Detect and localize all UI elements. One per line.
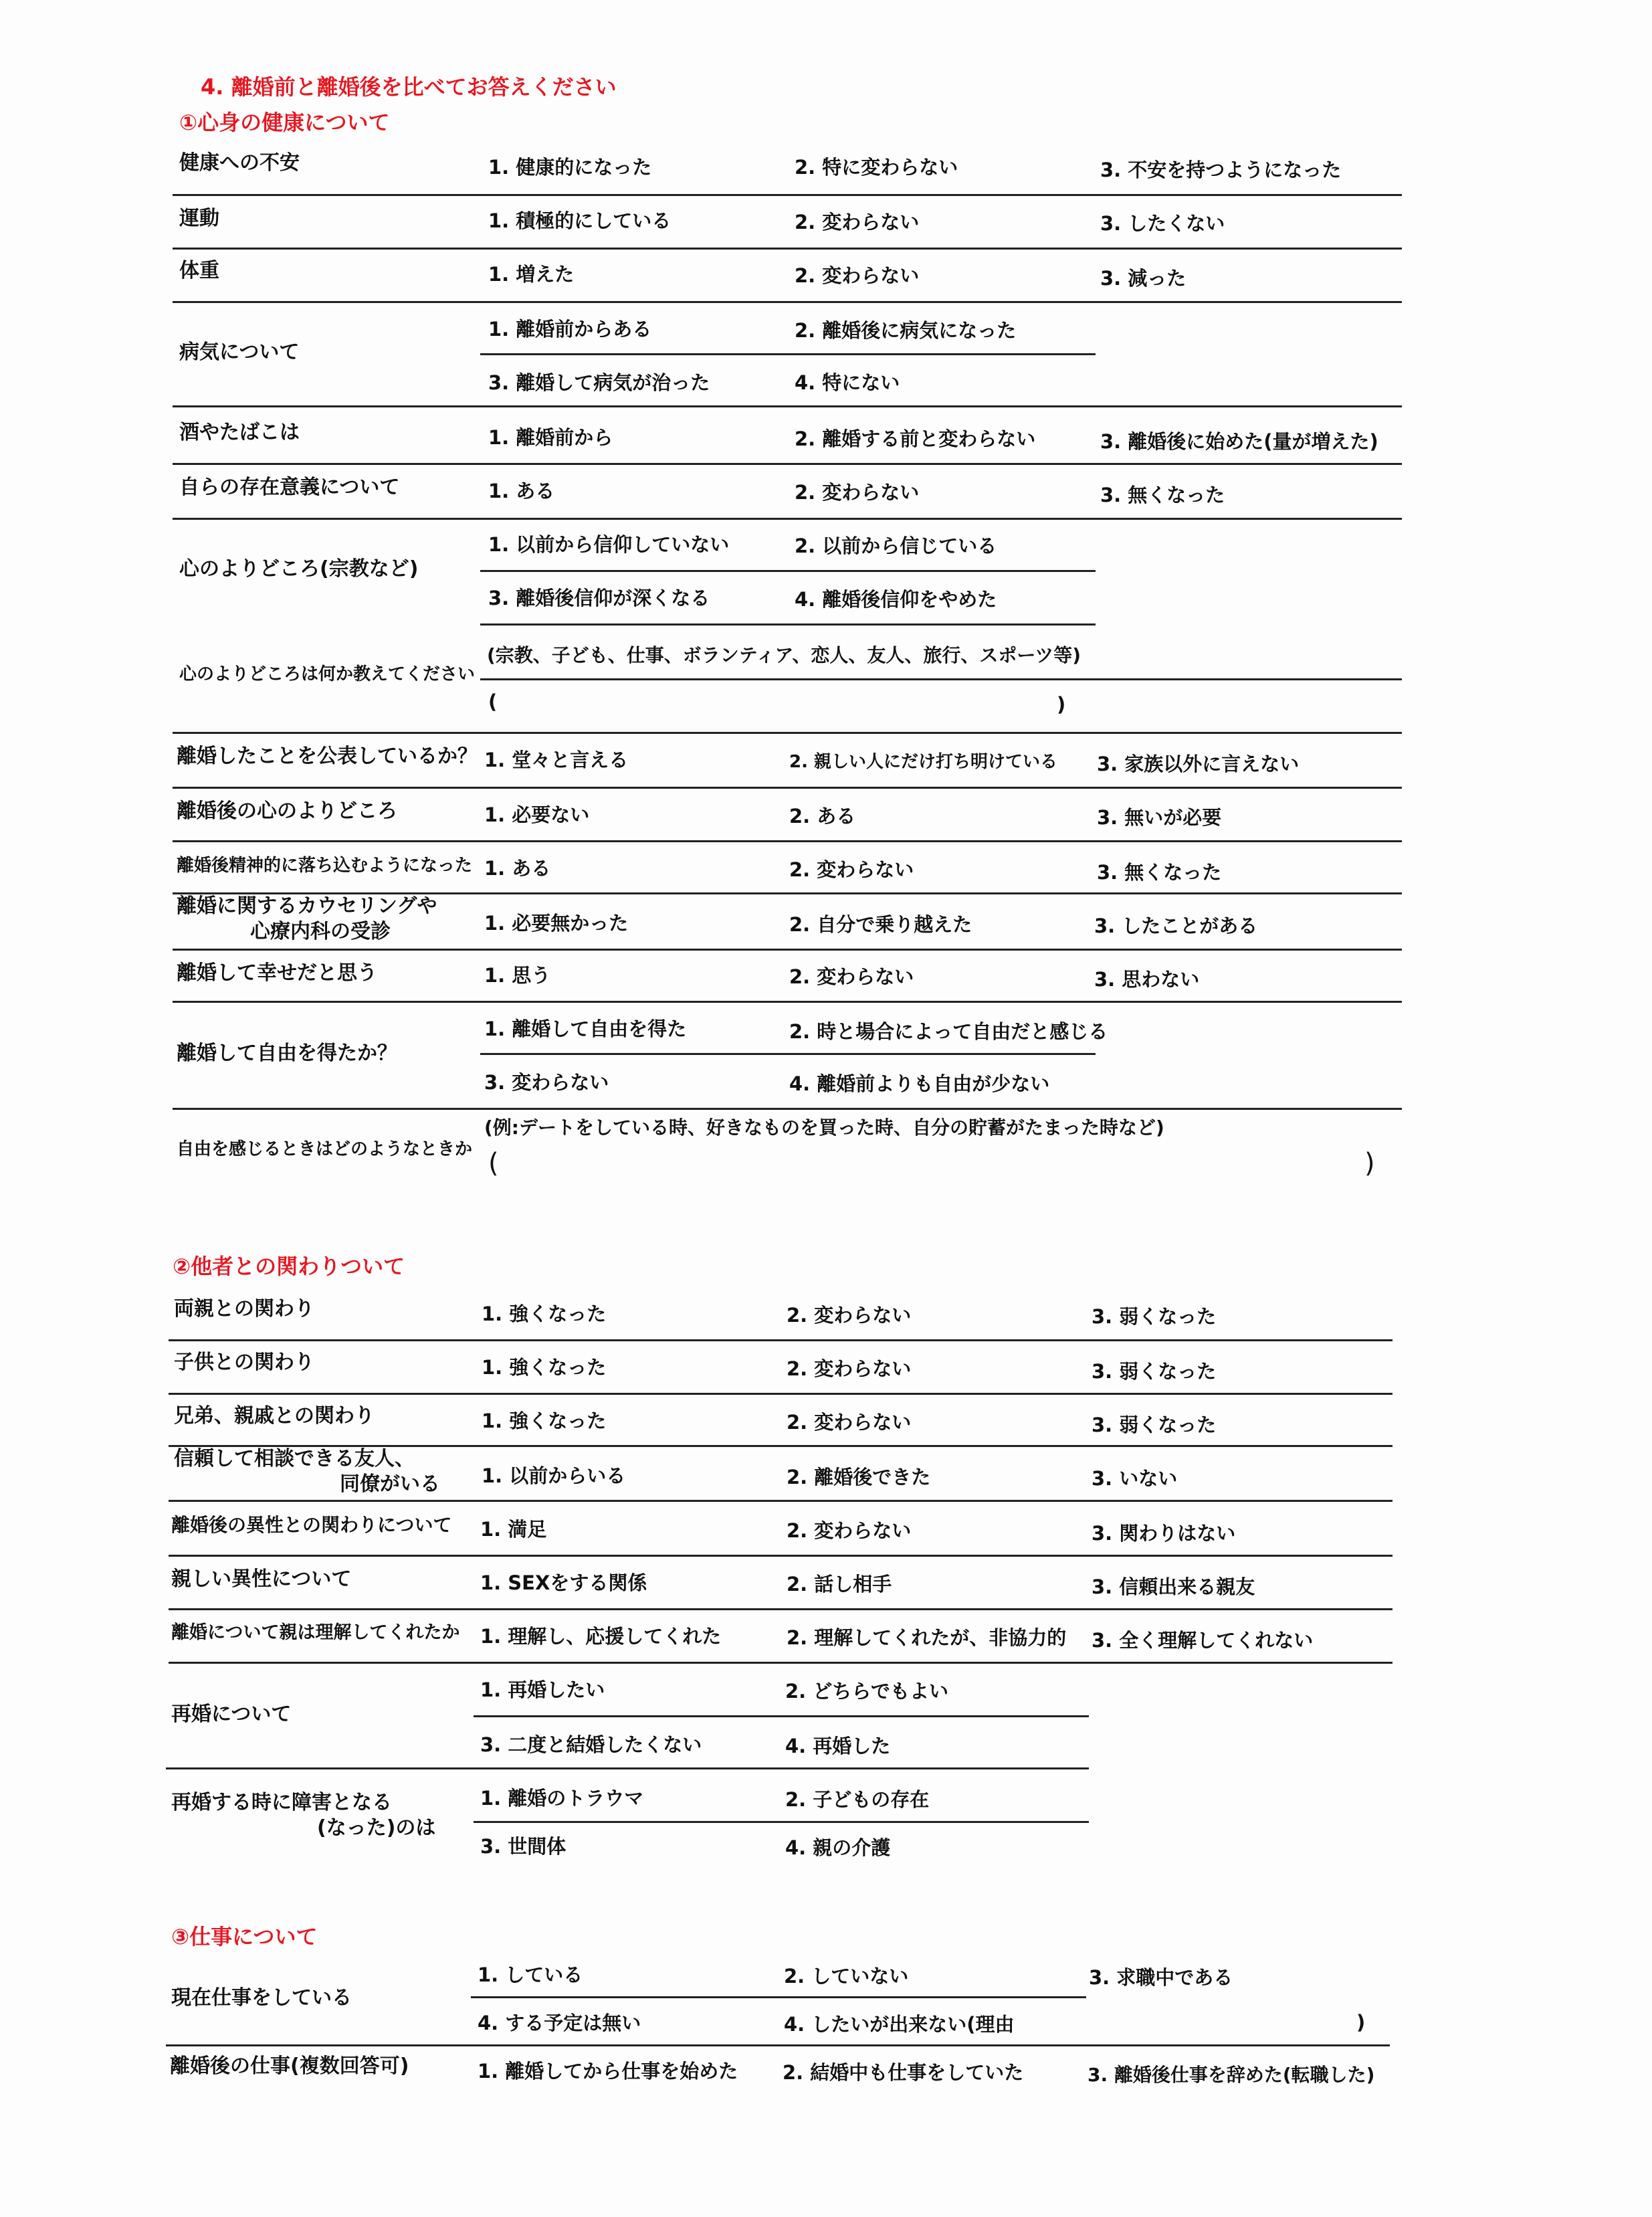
option[interactable]: 4. 離婚後信仰をやめた: [795, 588, 997, 611]
divider: [474, 1715, 1089, 1717]
label-post-divorce-work: 離婚後の仕事(複数回答可): [170, 2054, 409, 2078]
option[interactable]: 2. 変わらない: [795, 264, 920, 287]
option[interactable]: 2. 話し相手: [787, 1573, 892, 1596]
open-paren: (: [488, 690, 498, 713]
option[interactable]: 1. 必要ない: [484, 803, 590, 826]
option[interactable]: 3. 弱くなった: [1092, 1305, 1217, 1328]
option[interactable]: 3. 思わない: [1094, 968, 1200, 991]
label-line: 信頼して相談できる友人、: [174, 1447, 415, 1470]
divider: [173, 405, 1402, 407]
label-children: 子供との関わり: [174, 1351, 314, 1374]
option[interactable]: 2. どちらでもよい: [785, 1680, 949, 1703]
divider: [169, 1608, 1392, 1610]
divider: [173, 248, 1402, 250]
label-remarriage: 再婚について: [171, 1703, 292, 1726]
option[interactable]: 3. 離婚後に始めた(量が増えた): [1100, 430, 1378, 453]
close-paren: ): [1356, 2011, 1366, 2034]
option[interactable]: 4. 特にない: [795, 371, 900, 394]
option[interactable]: 2. 親しい人にだけ打ち明けている: [789, 752, 1058, 772]
option[interactable]: 3. したくない: [1100, 212, 1225, 235]
label-support-what: 心のよりどころは何か教えてください: [179, 664, 476, 684]
option[interactable]: 2. 離婚後に病気になった: [795, 319, 1017, 342]
option[interactable]: 3. 二度と結婚したくない: [480, 1733, 702, 1756]
option[interactable]: 3. 減った: [1100, 267, 1186, 290]
open-paren: (: [488, 1148, 499, 1179]
divider: [173, 1108, 1402, 1110]
option[interactable]: 1. 強くなった: [482, 1410, 607, 1432]
option[interactable]: 2. ある: [789, 805, 856, 828]
option[interactable]: 4. したいが出来ない(理由: [784, 2013, 1015, 2036]
label-line: 再婚する時に障害となる: [171, 1791, 392, 1814]
option[interactable]: 3. 家族以外に言えない: [1097, 753, 1300, 775]
divider: [169, 1500, 1392, 1502]
option[interactable]: 1. 理解し、応援してくれた: [480, 1625, 722, 1648]
option[interactable]: 2. 離婚する前と変わらない: [795, 427, 1036, 450]
option[interactable]: 1. している: [478, 1963, 583, 1986]
hint-text: (例:デートをしている時、好きなものを買った時、自分の貯蓄がたまった時など): [484, 1117, 1164, 1139]
divider: [173, 732, 1402, 734]
divider: [173, 949, 1402, 951]
divider: [173, 518, 1402, 520]
hint-text: (宗教、子ども、仕事、ボランティア、恋人、友人、旅行、スポーツ等): [487, 644, 1081, 666]
label-post-divorce-support: 離婚後の心のよりどころ: [177, 799, 397, 823]
option[interactable]: 2. 変わらない: [795, 481, 920, 504]
divider: [173, 194, 1402, 196]
divider: [173, 463, 1402, 465]
label-weight: 体重: [179, 259, 219, 282]
label-illness: 病気について: [179, 341, 300, 364]
option[interactable]: 1. 積極的にしている: [488, 209, 672, 232]
option[interactable]: 1. 以前から信仰していない: [488, 533, 730, 556]
option[interactable]: 3. 全く理解してくれない: [1092, 1629, 1314, 1652]
option[interactable]: 3. 不安を持つようになった: [1100, 159, 1342, 181]
option[interactable]: 2. 理解してくれたが、非協力的: [787, 1626, 1067, 1649]
option[interactable]: 3. 関わりはない: [1092, 1522, 1236, 1545]
option[interactable]: 2. 子どもの存在: [785, 1788, 930, 1811]
label-trusted-friends: [174, 1446, 440, 1497]
option[interactable]: 2. 変わらない: [795, 211, 920, 233]
option[interactable]: 1. 再婚したい: [480, 1678, 605, 1701]
section-heading-work: ③仕事について: [171, 1924, 318, 1949]
option[interactable]: 3. 弱くなった: [1092, 1360, 1217, 1383]
option[interactable]: 2. 変わらない: [789, 858, 914, 881]
label-spiritual-support: 心のよりどころ(宗教など): [179, 557, 419, 581]
option[interactable]: 2. 結婚中も仕事をしていた: [783, 2061, 1024, 2084]
label-exercise: 運動: [179, 207, 219, 230]
option[interactable]: 1. 思う: [484, 964, 551, 987]
option[interactable]: 4. 親の介護: [785, 1836, 891, 1859]
option[interactable]: 3. 世間体: [480, 1835, 566, 1858]
option[interactable]: 3. 無いが必要: [1097, 806, 1222, 829]
option[interactable]: 2. 変わらない: [787, 1357, 912, 1380]
option[interactable]: 4. 離婚前よりも自由が少ない: [789, 1072, 1050, 1095]
divider: [173, 840, 1402, 842]
option[interactable]: 3. 求職中である: [1089, 1966, 1233, 1989]
option[interactable]: 1. ある: [488, 480, 555, 502]
option[interactable]: 1. 離婚のトラウマ: [480, 1787, 644, 1810]
label-line: (なった)のは: [317, 1816, 436, 1840]
option[interactable]: 1. 必要無かった: [484, 912, 629, 935]
option[interactable]: 1. 離婚してから仕事を始めた: [478, 2060, 738, 2083]
option[interactable]: 1. 強くなった: [482, 1303, 607, 1325]
label-disclosure: 離婚したことを公表しているか？: [177, 745, 478, 768]
option[interactable]: 3. 信頼出来る親友: [1092, 1575, 1255, 1598]
divider: [166, 1767, 1089, 1769]
label-siblings: 兄弟、親戚との関わり: [174, 1404, 375, 1428]
option[interactable]: 1. 以前からいる: [482, 1464, 626, 1487]
option[interactable]: 2. 特に変わらない: [795, 156, 958, 179]
divider: [166, 2044, 1390, 2046]
label-health-anxiety: 健康への不安: [179, 151, 300, 175]
label-line: 同僚がいる: [340, 1472, 440, 1496]
option[interactable]: 3. 離婚して病気が治った: [488, 371, 710, 394]
option[interactable]: 2. 離婚後できた: [787, 1466, 931, 1488]
divider: [173, 301, 1402, 303]
label-close-partner: 親しい異性について: [171, 1567, 352, 1591]
option[interactable]: 3. いない: [1092, 1467, 1178, 1490]
divider: [169, 1662, 1392, 1664]
option[interactable]: 1. 堂々と言える: [484, 749, 629, 771]
label-counseling: [177, 894, 437, 944]
option[interactable]: 3. 無くなった: [1097, 861, 1222, 884]
close-paren: ): [1364, 1148, 1375, 1179]
divider: [471, 1996, 1086, 1998]
divider: [173, 787, 1402, 789]
option[interactable]: 1. 増えた: [488, 263, 575, 286]
option[interactable]: 4. 再婚した: [785, 1735, 891, 1757]
option[interactable]: 1. 満足: [480, 1518, 547, 1541]
divider: [480, 570, 1096, 572]
section-heading-relationships: ②他者との関わりついて: [173, 1254, 405, 1279]
option[interactable]: 1. 健康的になった: [488, 156, 652, 179]
label-depression: 離婚後精神的に落ち込むようになった: [177, 856, 473, 876]
label-self-worth: 自らの存在意義について: [179, 476, 400, 499]
divider: [169, 1555, 1392, 1557]
divider: [173, 1001, 1402, 1003]
divider: [169, 1339, 1392, 1341]
divider: [474, 1821, 1089, 1823]
option[interactable]: 3. 離婚後仕事を辞めた(転職した): [1088, 2064, 1375, 2086]
option[interactable]: 2. 変わらない: [787, 1519, 912, 1542]
label-alcohol-tobacco: 酒やたばこは: [179, 421, 300, 444]
option[interactable]: 1. 強くなった: [482, 1356, 607, 1379]
label-line: 心療内科の受診: [250, 919, 391, 943]
option[interactable]: 3. 弱くなった: [1092, 1414, 1217, 1436]
option[interactable]: 2. 以前から信じている: [795, 535, 997, 557]
option[interactable]: 1. 離婚前から: [488, 426, 613, 449]
divider: [480, 623, 1096, 625]
option[interactable]: 1. SEXをする関係: [480, 1571, 647, 1594]
option[interactable]: 4. する予定は無い: [478, 2012, 641, 2034]
divider: [480, 353, 1096, 355]
label-opposite-sex: 離婚後の異性との関わりについて: [171, 1514, 452, 1536]
label-parents-understanding: 離婚について親は理解してくれたか: [171, 1622, 460, 1643]
label-current-work: 現在仕事をしている: [171, 1986, 352, 2010]
option[interactable]: 1. ある: [484, 857, 551, 880]
label-remarriage-obstacles: [171, 1790, 435, 1840]
divider: [480, 1053, 1096, 1055]
option[interactable]: 1. 離婚前からある: [488, 318, 652, 341]
option[interactable]: 3. 無くなった: [1100, 484, 1225, 506]
option[interactable]: 2. 時と場合によって自由だと感じる: [789, 1020, 1108, 1043]
option[interactable]: 3. 変わらない: [484, 1071, 609, 1094]
label-freedom: 離婚して自由を得たか？: [177, 1042, 397, 1065]
label-happiness: 離婚して幸せだと思う: [177, 961, 377, 985]
section-heading-health: ①心身の健康について: [179, 110, 390, 135]
label-parents: 両親との関わり: [174, 1297, 314, 1321]
option[interactable]: 2. 変わらない: [789, 965, 914, 988]
option[interactable]: 1. 離婚して自由を得た: [484, 1018, 687, 1040]
divider: [480, 678, 1402, 680]
label-line: 離婚に関するカウセリングや: [177, 894, 437, 918]
option[interactable]: 3. 離婚後信仰が深くなる: [488, 587, 710, 609]
option[interactable]: 2. 自分で乗り越えた: [789, 913, 972, 936]
question-title: 4. 離婚前と離婚後を比べてお答えください: [201, 74, 617, 100]
option[interactable]: 2. 変わらない: [787, 1304, 912, 1327]
option[interactable]: 2. していない: [784, 1965, 909, 1988]
option[interactable]: 3. したことがある: [1094, 914, 1258, 937]
divider: [169, 1393, 1392, 1395]
close-paren: ): [1057, 693, 1066, 716]
option[interactable]: 2. 変わらない: [787, 1411, 912, 1434]
label-freedom-when: 自由を感じるときはどのようなときか: [177, 1139, 473, 1159]
